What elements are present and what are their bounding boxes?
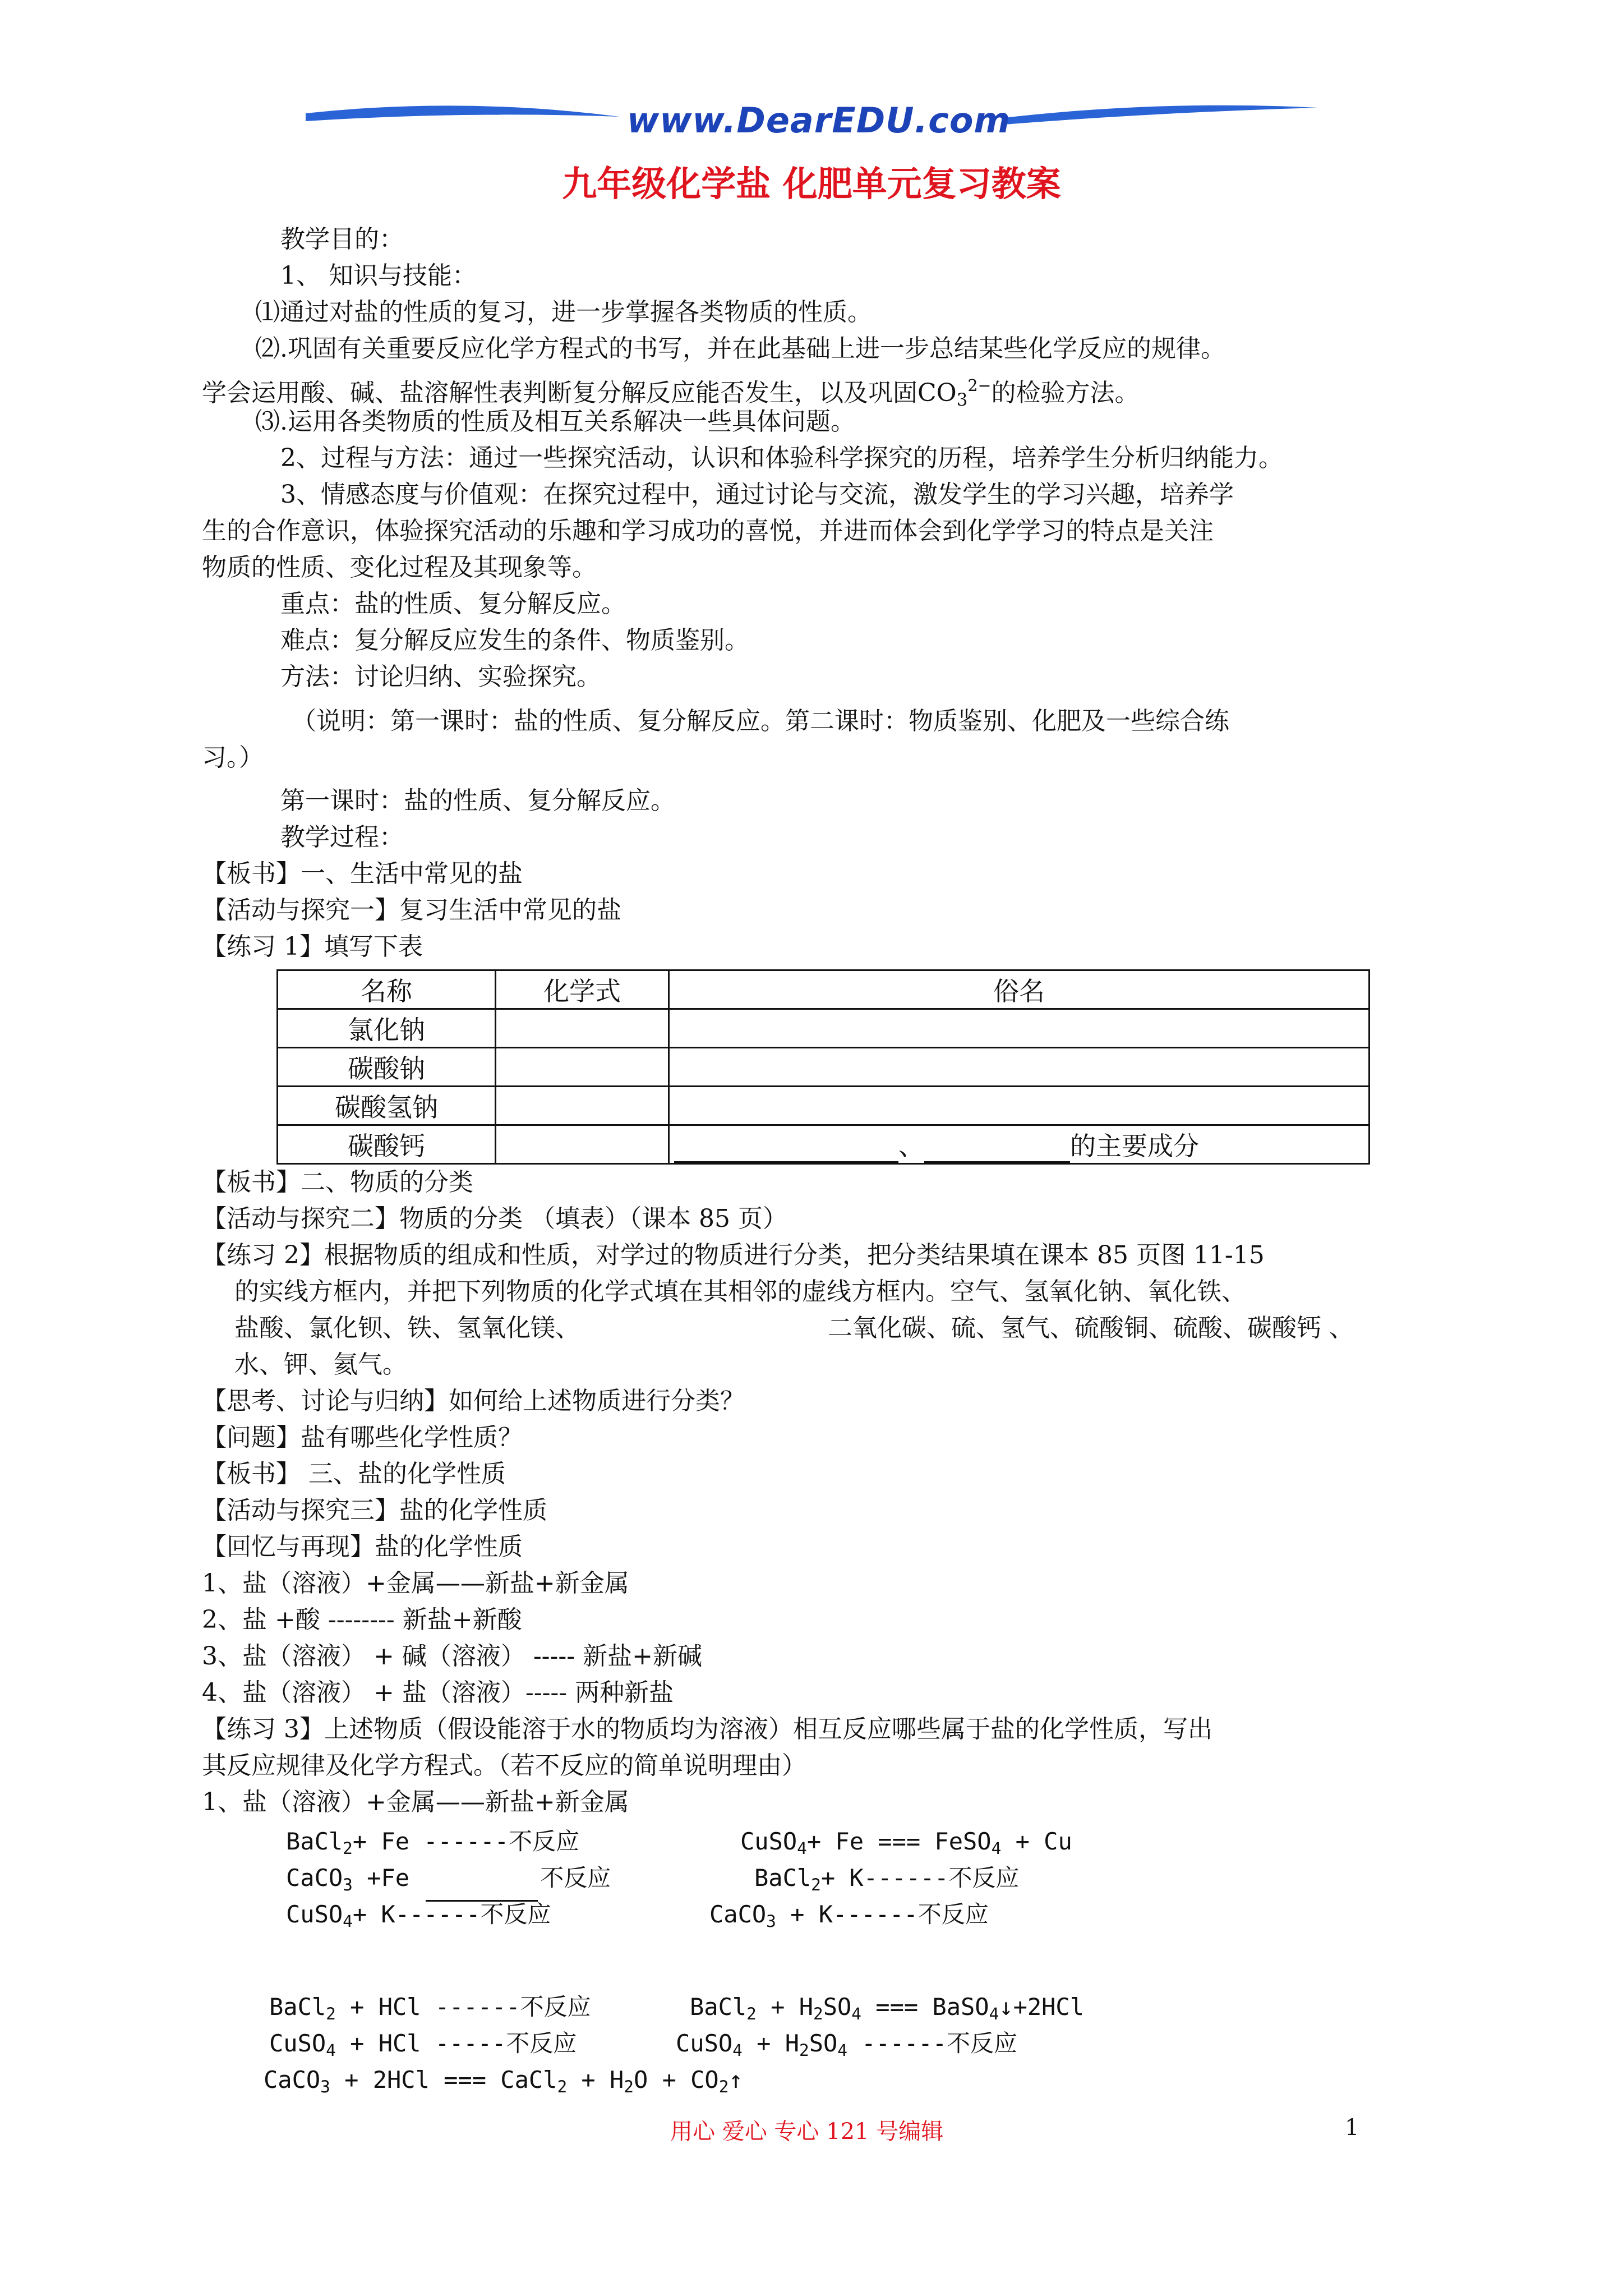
text-line: 【板书】 三、盐的化学性质 bbox=[202, 1460, 506, 1488]
table-row bbox=[278, 1048, 1370, 1087]
equation: CuSO$_4$+ Fe === FeSO$_4$ + Cu bbox=[740, 1828, 1072, 1858]
text-line: 1、盐（溶液）+金属——新盐+新金属 bbox=[202, 1788, 629, 1816]
header-swoosh-left bbox=[306, 100, 620, 134]
equation: BaCl$_2$ + HCl ------不反应 bbox=[269, 1993, 591, 2023]
text-line: 难点：复分解反应发生的条件、物质鉴别。 bbox=[280, 626, 749, 655]
text-line: 【活动与探究三】盐的化学性质 bbox=[202, 1496, 547, 1525]
table-cell: 碳酸氢钠 bbox=[278, 1087, 496, 1125]
text-line: 4、盐（溶液） + 盐（溶液）----- 两种新盐 bbox=[202, 1678, 674, 1707]
equation: BaCl$_2$ + $H_2SO_4$ === BaSO$_4$↓+2HCl bbox=[690, 1993, 1084, 2023]
text-line: （说明：第一课时：盐的性质、复分解反应。第二课时：物质鉴别、化肥及一些综合练 bbox=[292, 707, 1229, 735]
equation: CaCO$_3$ + 2HCl === CaCl$_2$ + $H_2O$ + $CO_2↑$ bbox=[264, 2066, 743, 2096]
table-cell: 碳酸钠 bbox=[278, 1048, 496, 1087]
table-header-row bbox=[278, 970, 1370, 1009]
text-line: 生的合作意识，体验探究活动的乐趣和学习成功的喜悦，并进而体会到化学学习的特点是关注 bbox=[202, 517, 1214, 545]
text-line: 第一课时：盐的性质、复分解反应。 bbox=[280, 786, 675, 815]
text-line: 【问题】盐有哪些化学性质？ bbox=[202, 1423, 523, 1452]
text-line: 【练习 1】填写下表 bbox=[202, 932, 423, 961]
equation: CuSO$_4$+ K------不反应 bbox=[286, 1901, 551, 1931]
site-logo-text[interactable]: www.DearEDU.com bbox=[627, 100, 1011, 141]
text-line: ⑴通过对盐的性质的复习，进一步掌握各类物质的性质。 bbox=[255, 298, 872, 326]
text-line: 【活动与探究一】复习生活中常见的盐 bbox=[202, 896, 621, 924]
text-line: 习。） bbox=[202, 743, 264, 772]
table-cell-input[interactable] bbox=[496, 1087, 669, 1125]
text-line: 【练习 2】根据物质的组成和性质，对学过的物质进行分类，把分类结果填在课本 85 页图 11-15 bbox=[202, 1241, 1265, 1269]
text-line: 2、盐 +酸 -------- 新盐+新酸 bbox=[202, 1605, 522, 1634]
table-header: 化学式 bbox=[496, 970, 669, 1009]
table-header: 名称 bbox=[278, 970, 496, 1009]
table-cell: 碳酸钙 bbox=[278, 1125, 496, 1164]
text-line: 【练习 3】上述物质（假设能溶于水的物质均为溶液）相互反应哪些属于盐的化学性质，写出 bbox=[202, 1715, 1212, 1743]
salt-table bbox=[276, 969, 1370, 1165]
blank-underline[interactable] bbox=[674, 1134, 898, 1163]
table-header: 俗名 bbox=[669, 970, 1370, 1009]
equation: BaCl$_2$+ K------不反应 bbox=[754, 1864, 1020, 1894]
equation: CaCO$_3$ +Fe 不反应 bbox=[286, 1861, 611, 1902]
text-line: 3、盐（溶液） + 碱（溶液） ----- 新盐+新碱 bbox=[202, 1642, 703, 1671]
text-line: ⑵.巩固有关重要反应化学方程式的书写，并在此基础上进一步总结某些化学反应的规律。 bbox=[255, 334, 1225, 363]
text-line: 教学过程： bbox=[280, 823, 404, 852]
text-line: 物质的性质、变化过程及其现象等。 bbox=[202, 553, 597, 582]
header-swoosh-right bbox=[1004, 100, 1318, 134]
page-number: 1 bbox=[1345, 2115, 1359, 2141]
table-cell-input[interactable] bbox=[496, 1009, 669, 1048]
text-line: 教学目的： bbox=[280, 225, 404, 254]
text-line: 3、情感态度与价值观：在探究过程中，通过讨论与交流，激发学生的学习兴趣，培养学 bbox=[280, 480, 1234, 509]
text-line: 方法：讨论归纳、实验探究。 bbox=[280, 662, 601, 691]
text-line: 1、盐（溶液）+金属——新盐+新金属 bbox=[202, 1569, 629, 1598]
table-cell: 氯化钠 bbox=[278, 1009, 496, 1048]
text-line: 【思考、讨论与归纳】如何给上述物质进行分类？ bbox=[202, 1387, 745, 1415]
table-cell-input[interactable] bbox=[496, 1125, 669, 1164]
equation: BaCl$_2$+ Fe ------不反应 bbox=[286, 1828, 580, 1858]
text-line: 二氧化碳、硫、氢气、硫酸铜、硫酸、碳酸钙 、 bbox=[828, 1314, 1354, 1342]
equation: CaCO$_3$ + K------不反应 bbox=[709, 1901, 989, 1931]
text-line: ⑶.运用各类物质的性质及相互关系解决一些具体问题。 bbox=[255, 407, 855, 436]
text-line: 2、过程与方法：通过一些探究活动，认识和体验科学探究的历程，培养学生分析归纳能力。 bbox=[280, 444, 1283, 472]
equation: CuSO$_4$ + HCl -----不反应 bbox=[269, 2030, 577, 2060]
text-line: 【板书】二、物质的分类 bbox=[202, 1168, 473, 1197]
calcium-note: 、 的主要成分 bbox=[669, 1125, 1370, 1164]
text-line: 【活动与探究二】物质的分类 （填表）（课本 85 页） bbox=[202, 1204, 787, 1233]
blank-underline[interactable] bbox=[924, 1134, 1070, 1163]
page-title: 九年级化学盐 化肥单元复习教案 bbox=[562, 163, 1061, 204]
text-line: 水、钾、氦气。 bbox=[234, 1350, 407, 1379]
text-line: 【板书】一、生活中常见的盐 bbox=[202, 859, 523, 888]
table-row bbox=[278, 1009, 1370, 1048]
table-row bbox=[278, 1087, 1370, 1125]
text-line: 学会运用酸、碱、盐溶解性表判断复分解反应能否发生，以及巩固$CO_3^{2-}$的检验方法。 bbox=[202, 376, 1140, 410]
footer-text: 用心 爱心 专心 121 号编辑 bbox=[670, 2119, 944, 2145]
table-cell-input[interactable] bbox=[496, 1048, 669, 1087]
table-cell-input[interactable] bbox=[669, 1087, 1370, 1125]
text-line: 1、 知识与技能： bbox=[280, 261, 477, 290]
text-line: 盐酸、氯化钡、铁、氢氧化镁、 bbox=[234, 1314, 580, 1342]
text-line: 重点：盐的性质、复分解反应。 bbox=[280, 590, 626, 618]
equation: CuSO$_4$ + $H_2SO_4$ ------不反应 bbox=[676, 2030, 1018, 2060]
table-row bbox=[278, 1125, 1370, 1164]
text-line: 其反应规律及化学方程式。（若不反应的简单说明理由） bbox=[202, 1751, 806, 1780]
carbonate-formula: $CO_3^{2-}$ bbox=[917, 376, 992, 410]
table-cell-input[interactable] bbox=[669, 1048, 1370, 1087]
text-line: 【回忆与再现】盐的化学性质 bbox=[202, 1533, 523, 1561]
table-cell-input[interactable] bbox=[669, 1009, 1370, 1048]
text-line: 的实线方框内，并把下列物质的化学式填在其相邻的虚线方框内。空气、氢氧化钠、氧化铁、 bbox=[234, 1277, 1246, 1306]
